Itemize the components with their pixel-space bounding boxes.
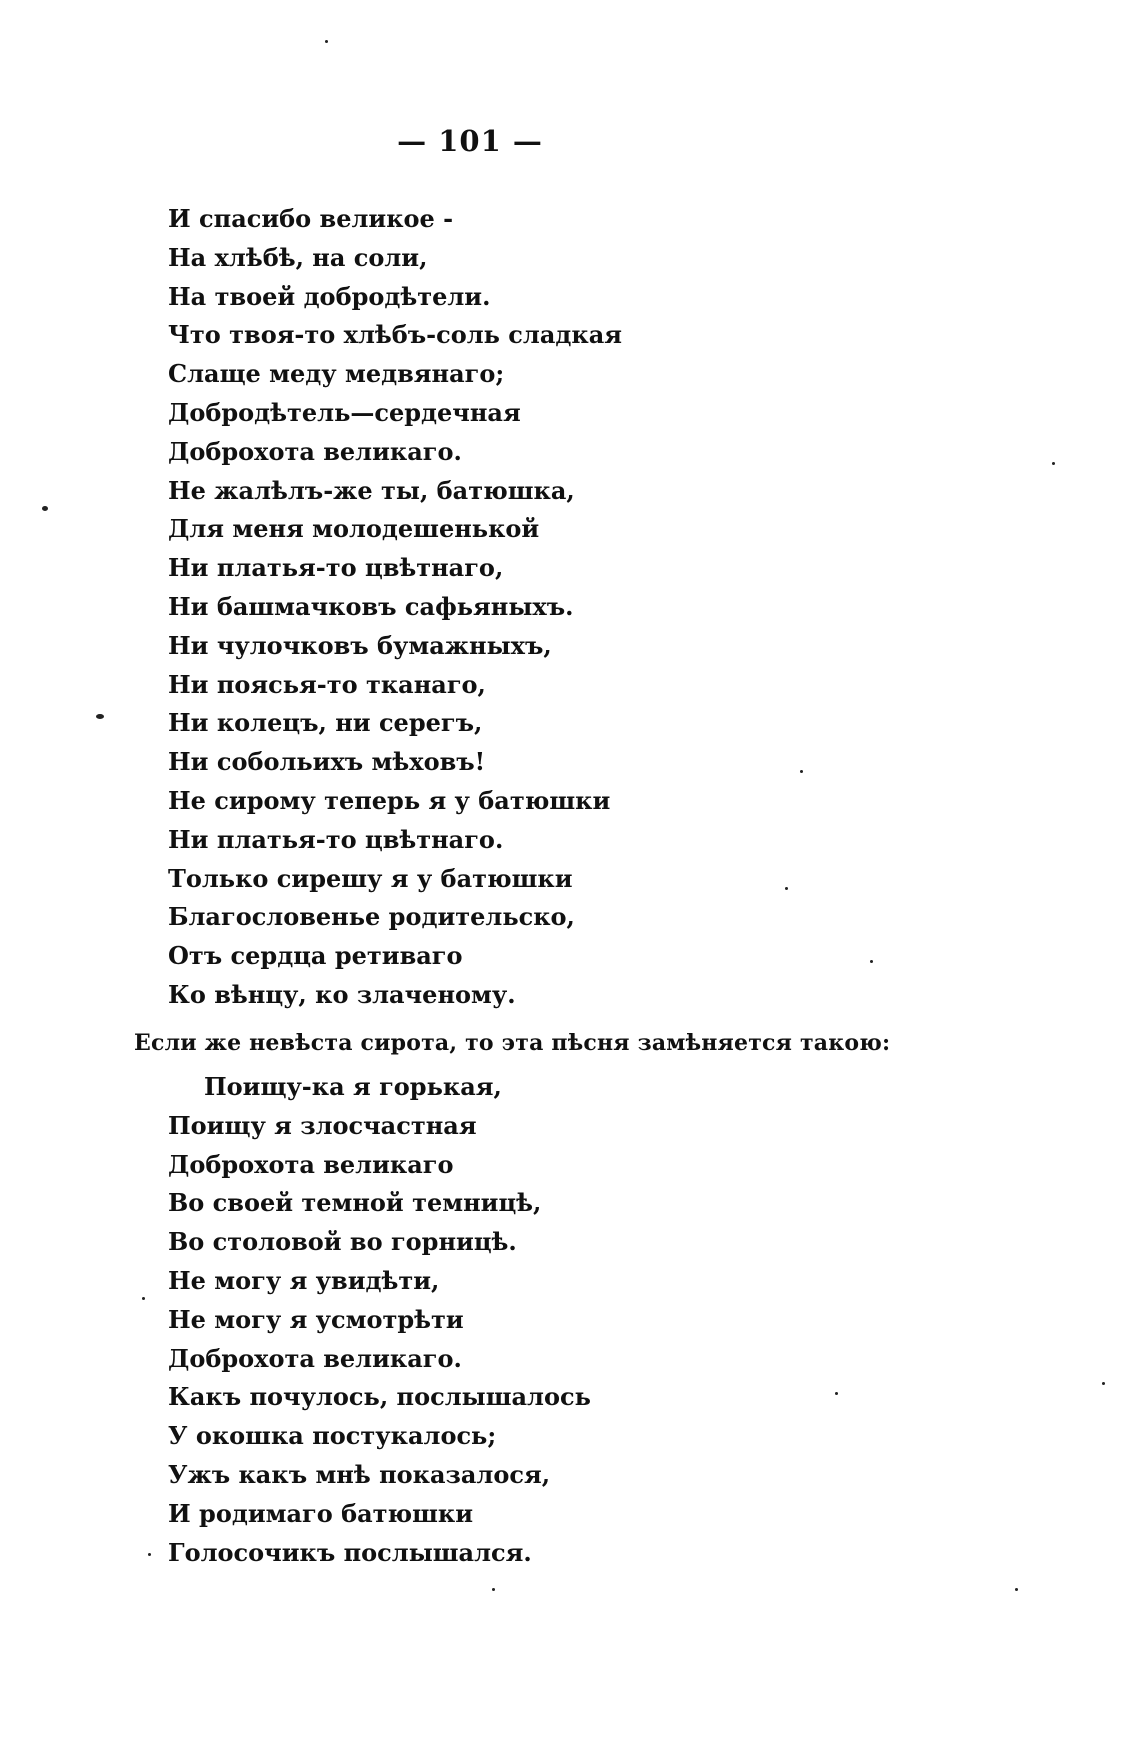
page-number: — 101 —: [397, 124, 543, 158]
verse-line: Доброхота великаго: [168, 1149, 454, 1179]
scan-speck: [42, 506, 48, 511]
scan-speck: [870, 960, 873, 963]
verse-line: Не могу я усмотрѣти: [168, 1304, 464, 1334]
verse-line: Для меня молодешенькой: [168, 514, 540, 544]
verse-line: Не жалѣлъ-же ты, батюшка,: [168, 475, 575, 505]
scan-speck: [1052, 462, 1055, 465]
verse-line: Ни платья-то цвѣтнаго.: [168, 824, 504, 854]
scan-speck: [492, 1588, 495, 1591]
verse-line: Только сирешу я у батюшки: [168, 863, 573, 893]
verse-line: Не могу я увидѣти,: [168, 1265, 440, 1295]
verse-line: И спасибо великое -: [168, 204, 454, 233]
verse-line: Какъ почулось, послышалось: [168, 1382, 591, 1412]
verse-line: На хлѣбѣ, на соли,: [168, 242, 428, 272]
verse-line: Не сирому теперь я у батюшки: [168, 785, 611, 815]
verse-line: Ни чулочковъ бумажныхъ,: [168, 630, 552, 660]
verse-line: Доброхота великаго.: [168, 436, 462, 466]
scan-speck: [96, 714, 104, 719]
verse-line: Благословенье родительско,: [168, 902, 575, 932]
verse-line: У окошка постукалось;: [168, 1421, 497, 1451]
scan-speck: [142, 1297, 145, 1300]
verse-line: Поищу я злосчастная: [168, 1110, 477, 1140]
verse-line: Ни платья-то цвѣтнаго,: [168, 553, 504, 583]
verse-line: Голосочикъ послышался.: [168, 1537, 532, 1567]
verse-line: На твоей добродѣтели.: [168, 281, 491, 311]
song-stanza-1: [168, 200, 622, 1015]
song-stanza-2: [168, 1068, 591, 1572]
verse-line: Поищу-ка я горькая,: [204, 1072, 502, 1101]
verse-line: Что твоя-то хлѣбъ-соль сладкая: [168, 320, 622, 350]
scan-speck: [785, 887, 788, 890]
verse-line: Слаще меду медвянаго;: [168, 359, 505, 389]
verse-line: Ко вѣнцу, ко злаченому.: [168, 979, 516, 1009]
scan-speck: [148, 1553, 151, 1556]
verse-line: Ужъ какъ мнѣ показалося,: [168, 1459, 551, 1489]
verse-line: Ни башмачковъ сафьяныхъ.: [168, 591, 574, 621]
verse-line: Отъ сердца ретиваго: [168, 941, 463, 971]
scan-speck: [1102, 1382, 1105, 1385]
verse-line: Добродѣтель—сердечная: [168, 397, 521, 427]
verse-line: И родимаго батюшки: [168, 1498, 474, 1528]
editorial-note: Если же невѣста сирота, то эта пѣсня замѣняется такою:: [134, 1030, 891, 1056]
scan-speck: [1015, 1588, 1018, 1591]
verse-line: Во столовой во горницѣ.: [168, 1227, 517, 1257]
scan-speck: [835, 1392, 838, 1395]
verse-line: Ни поясья-то тканаго,: [168, 669, 486, 699]
verse-line: Доброхота великаго.: [168, 1343, 462, 1373]
scan-speck: [325, 40, 328, 43]
verse-line: Во своей темной темницѣ,: [168, 1188, 542, 1218]
verse-line: Ни собольихъ мѣховъ!: [168, 747, 486, 777]
scan-speck: [800, 770, 803, 773]
verse-line: Ни колецъ, ни серегъ,: [168, 708, 483, 738]
